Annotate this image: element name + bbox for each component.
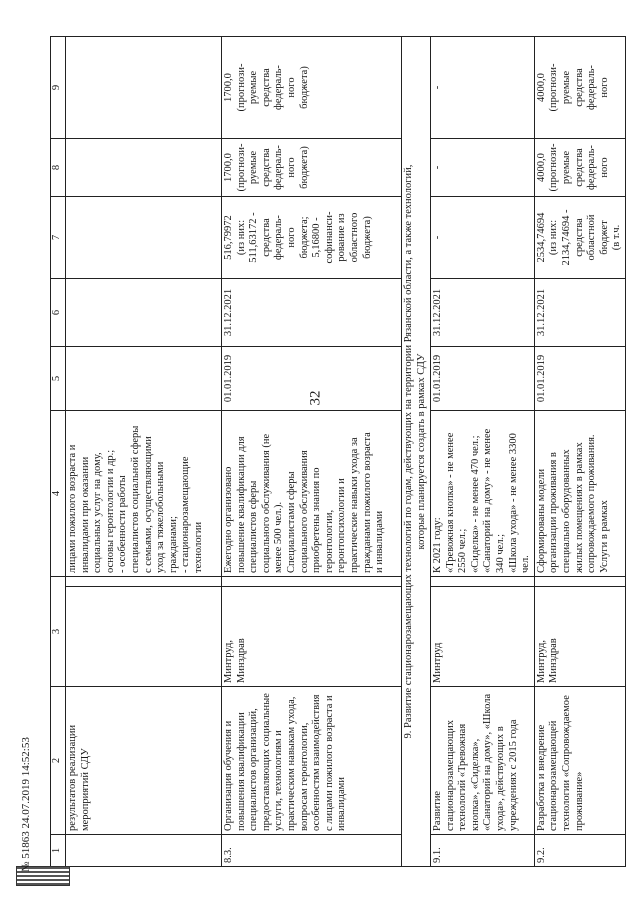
row-number: 9.1. bbox=[431, 835, 535, 867]
col3-empty bbox=[222, 577, 402, 587]
expected-result: Ежегодно организовано повышение квалификации для специалистов сферы социального обслуживания (не менее 500 чел.). Специалистами сферы социального обслуживания приобретены знания по геронтологии, геронтопсихологии и практические навыки ухода за гражданами пожилого возраста и инвалидами bbox=[222, 411, 402, 577]
funding-col8: - bbox=[431, 139, 535, 197]
funding-col9: 4000,0 (прогнози- руемые средства федераль- ного bbox=[534, 37, 625, 139]
end-date: 31.12.2021 bbox=[431, 279, 535, 347]
end-date: 31.12.2021 bbox=[222, 279, 402, 347]
table-row bbox=[66, 37, 222, 867]
program-table bbox=[50, 36, 626, 867]
responsible: Минтруд bbox=[431, 587, 535, 687]
funding-col7: 516,79972 (из них: 511,63172 - средства федераль- ного бюджета; 5,16800 - софинанси- рование из областного бюджета) bbox=[222, 197, 402, 279]
funding-col9: 1700,0 (прогнози- руемые средства федераль- ного бюджета) bbox=[222, 37, 402, 139]
header-col-6: 6 bbox=[51, 279, 66, 347]
expected-result: Сформированы модели организации проживания в специально оборудованных жилых помещениях в рамках сопровождаемого проживания. Услуги в рамках bbox=[534, 411, 625, 577]
funding-col9: - bbox=[431, 37, 535, 139]
header-col-8: 8 bbox=[51, 139, 66, 197]
funding-col8: 4000,0 (прогнози- руемые средства федераль- ного bbox=[534, 139, 625, 197]
start-date: 01.01.2019 bbox=[222, 347, 402, 411]
start-date: 01.01.2019 bbox=[534, 347, 625, 411]
funding-col7: 2534,74694 (из них: 2134,74694 - средства областной бюджет (в т.ч. bbox=[534, 197, 625, 279]
col3-empty bbox=[431, 577, 535, 587]
section-title: 9. Развитие стационарозамещающих технологий по годам, действующих на территории Рязанской области, а также технологий, которые планируется создать в рамках СДУ bbox=[402, 37, 431, 867]
section-row bbox=[402, 37, 431, 867]
page-number: 32 bbox=[307, 390, 324, 406]
table-row bbox=[222, 37, 402, 867]
header-col-4: 4 bbox=[51, 411, 66, 577]
continuation-name: результатов реализации мероприятий СДУ bbox=[66, 687, 222, 835]
rotated-table-container bbox=[50, 37, 623, 867]
header-col-3: 3 bbox=[51, 577, 66, 687]
measure-name: Организация обучения и повышения квалификации специалистов организаций, предоставляющих социальные услуги, технологиям и практическим навыкам ухода, вопросам геронтологии, особенностям взаимодействия с лицами пожилого возраста и инвалидами bbox=[222, 687, 402, 835]
registration-footer: № 51863 24.07.2019 14:52:53 bbox=[20, 737, 32, 872]
col3-empty bbox=[534, 577, 625, 587]
measure-name: Разработка и внедрение стационарозамещающей технологии «Сопровождаемое проживание» bbox=[534, 687, 625, 835]
end-date: 31.12.2021 bbox=[534, 279, 625, 347]
header-col-2: 2 bbox=[51, 687, 66, 835]
responsible: Минтруд, Минздрав bbox=[534, 587, 625, 687]
header-col-9: 9 bbox=[51, 37, 66, 139]
expected-result: К 2021 году: «Тревожная кнопка» - не менее 2550 чел.; «Сиделка» - не менее 470 чел.; «Санаторий на дому» - не менее 340 чел.; «Школа ухода» - не менее 3300 чел. bbox=[431, 411, 535, 577]
table-row bbox=[534, 37, 625, 867]
header-col-7: 7 bbox=[51, 197, 66, 279]
header-row bbox=[51, 37, 66, 867]
funding-col7: - bbox=[431, 197, 535, 279]
header-col-1: 1 bbox=[51, 835, 66, 867]
table-row bbox=[431, 37, 535, 867]
measure-name: Развитие стационарозамещающих технологий «Тревожная кнопка», «Сиделка», «Санаторий на дому», «Школа ухода», действующих в учреждениях с 2015 года bbox=[431, 687, 535, 835]
row-number: 8.3. bbox=[222, 835, 402, 867]
responsible: Минтруд, Минздрав bbox=[222, 587, 402, 687]
funding-col8: 1700,0 (прогнози- руемые средства федераль- ного бюджета) bbox=[222, 139, 402, 197]
continuation-result: лицами пожилого возраста и инвалидами при оказании социальных услуг на дому, основы геронтологии и др.; - особенности работы специалистов социальной сферы с семьями, осуществляющими уход за тяжелобольными гражданами; - стационарозамещающие технологии bbox=[66, 411, 222, 577]
start-date: 01.01.2019 bbox=[431, 347, 535, 411]
header-col-5: 5 bbox=[51, 347, 66, 411]
row-number: 9.2. bbox=[534, 835, 625, 867]
